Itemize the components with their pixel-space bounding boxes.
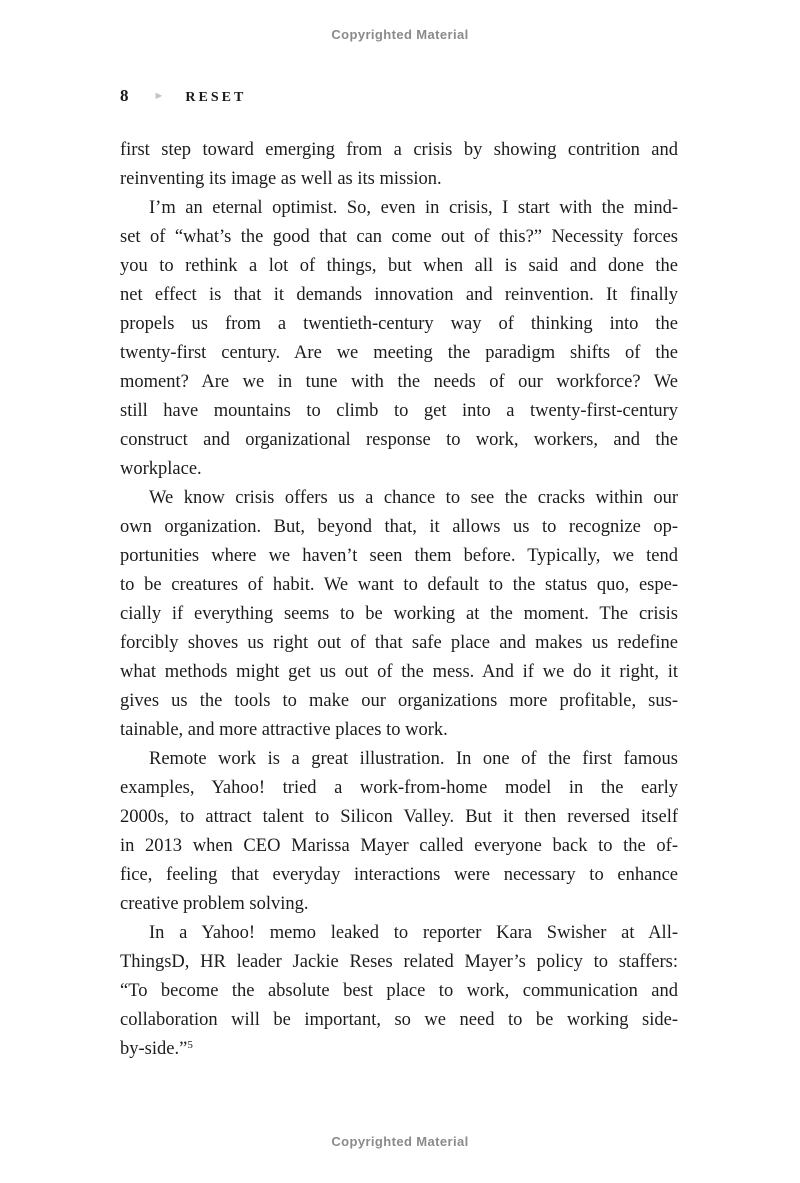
body-line: to be creatures of habit. We want to default to the status quo, espe-: [120, 575, 678, 595]
paragraph: [120, 136, 678, 194]
body-line: In a Yahoo! memo leaked to reporter Kara Swisher at All-: [149, 923, 678, 943]
arrow-icon: ►: [153, 90, 165, 102]
body-line: twenty-first century. Are we meeting the paradigm shifts of the: [120, 343, 678, 363]
footnote-marker: 5: [187, 1039, 193, 1051]
body-text: [120, 136, 678, 1064]
copyright-notice-bottom: Copyrighted Material: [331, 1134, 469, 1149]
body-line: own organization. But, beyond that, it allows us to recognize op-: [120, 517, 678, 537]
body-line: still have mountains to climb to get into a twenty-first-century: [120, 401, 678, 421]
body-line: in 2013 when CEO Marissa Mayer called everyone back to the of-: [120, 836, 678, 856]
page-number: 8: [120, 86, 129, 105]
body-line: workplace.: [120, 459, 202, 479]
copyright-notice-top: Copyrighted Material: [331, 27, 469, 42]
body-line: what methods might get us out of the mess. And if we do it right, it: [120, 662, 678, 682]
body-line: gives us the tools to make our organizations more profitable, sus-: [120, 691, 678, 711]
body-line: examples, Yahoo! tried a work-from-home model in the early: [120, 778, 678, 798]
body-line: “To become the absolute best place to work, communication and: [120, 981, 678, 1001]
body-line: I’m an eternal optimist. So, even in crisis, I start with the mind-: [149, 198, 678, 218]
body-line: collaboration will be important, so we need to be working side-: [120, 1010, 678, 1030]
body-line: creative problem solving.: [120, 894, 309, 914]
body-line: ThingsD, HR leader Jackie Reses related Mayer’s policy to staffers:: [120, 952, 678, 972]
body-line: tainable, and more attractive places to work.: [120, 720, 448, 740]
body-line: set of “what’s the good that can come out of this?” Necessity forces: [120, 227, 678, 247]
paragraph: [120, 919, 678, 1064]
paragraph: [120, 194, 678, 484]
running-head: [120, 86, 246, 106]
body-line: 2000s, to attract talent to Silicon Valley. But it then reversed itself: [120, 807, 678, 827]
body-line: first step toward emerging from a crisis by showing contrition and: [120, 140, 678, 160]
body-line: construct and organizational response to work, workers, and the: [120, 430, 678, 450]
body-line: moment? Are we in tune with the needs of our workforce? We: [120, 372, 678, 392]
body-line: portunities where we haven’t seen them before. Typically, we tend: [120, 546, 678, 566]
body-line: Remote work is a great illustration. In one of the first famous: [149, 749, 678, 769]
body-line: We know crisis offers us a chance to see the cracks within our: [149, 488, 678, 508]
body-line: forcibly shoves us right out of that safe place and makes us redefine: [120, 633, 678, 653]
body-line: you to rethink a lot of things, but when all is said and done the: [120, 256, 678, 276]
running-head-title: RESET: [185, 90, 247, 105]
body-line: net effect is that it demands innovation and reinvention. It finally: [120, 285, 678, 305]
body-line: fice, feeling that everyday interactions were necessary to enhance: [120, 865, 678, 885]
body-line: propels us from a twentieth-century way of thinking into the: [120, 314, 678, 334]
body-line: cially if everything seems to be working at the moment. The crisis: [120, 604, 678, 624]
body-line: by-side.”$^5$: [120, 1039, 193, 1059]
paragraph: [120, 484, 678, 745]
paragraph: [120, 745, 678, 919]
body-line: reinventing its image as well as its mission.: [120, 169, 442, 189]
